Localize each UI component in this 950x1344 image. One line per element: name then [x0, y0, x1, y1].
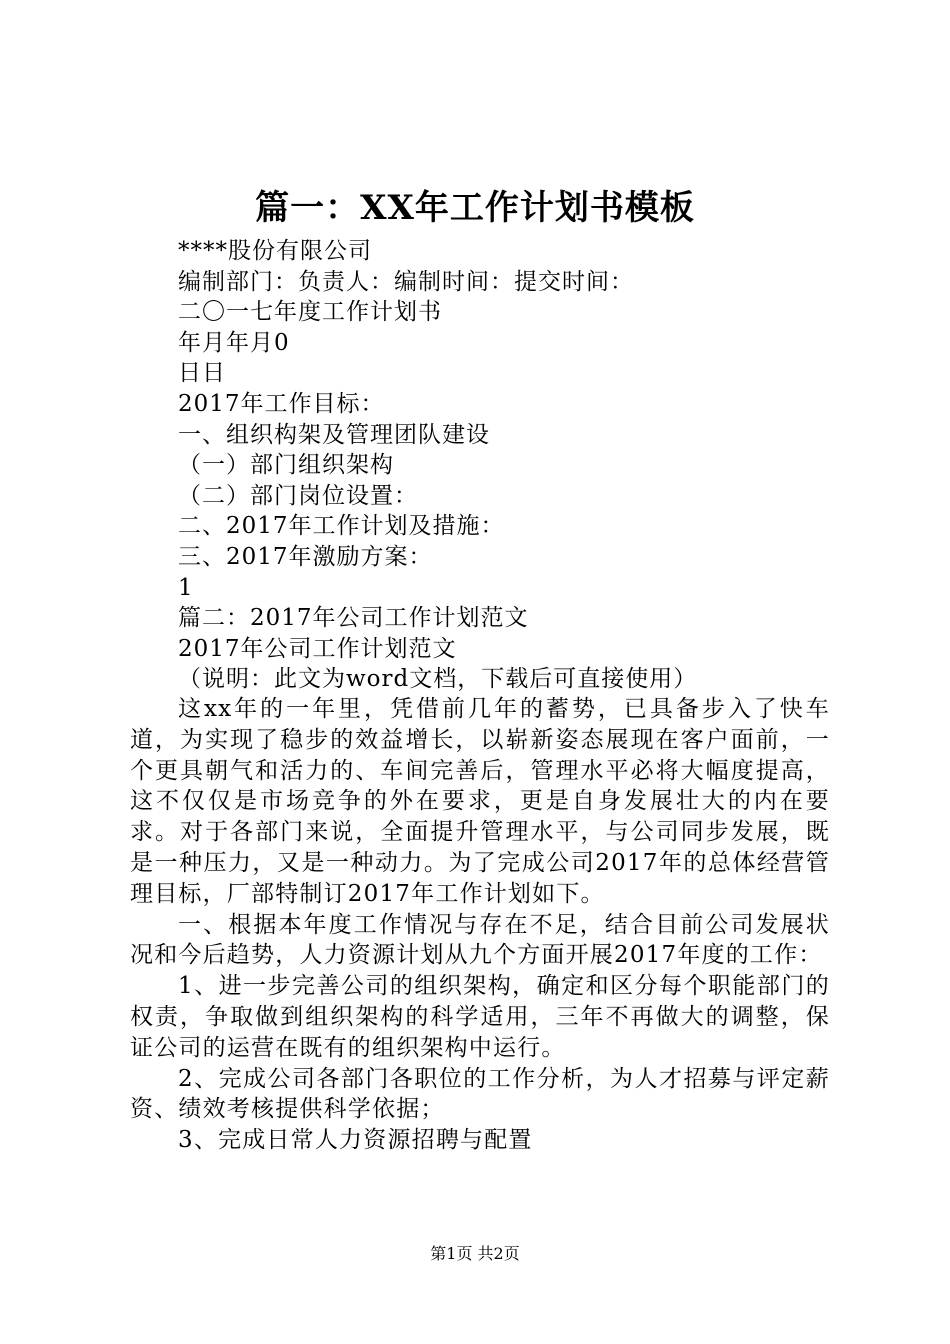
- page-footer: 第1页 共2页: [430, 1244, 520, 1263]
- paragraph: 这xx年的一年里，凭借前几年的蓄势，已具备步入了快车道，为实现了稳步的效益增长，以崭新姿态展现在客户面前，一个更具朝气和活力的、车间完善后，管理水平必将大幅度提高，这不仅仅是市场竞争的外在要求，更是自身发展壮大的内在要求。对于各部门来说，全面提升管理水平，与公司同步发展，既是一种压力，又是一种动力。为了完成公司2017年的总体经营管理目标，厂部特制订2017年工作计划如下。: [130, 696, 830, 907]
- document-title: 篇一：XX年工作计划书模板: [255, 188, 695, 228]
- paragraph: 一、根据本年度工作情况与存在不足，结合目前公司发展状况和今后趋势，人力资源计划从九个方面开展2017年度的工作：: [130, 911, 830, 969]
- text-line: 2017年公司工作计划范文: [178, 635, 457, 662]
- text-line: 篇二：2017年公司工作计划范文: [178, 605, 529, 632]
- text-line: （二）部门岗位设置：: [178, 482, 418, 509]
- text-line: 一、组织构架及管理团队建设: [178, 421, 490, 448]
- text-line: 三、2017年激励方案：: [178, 543, 433, 570]
- text-line: （一）部门组织架构: [178, 452, 394, 479]
- text-line: 二、2017年工作计划及措施：: [178, 513, 505, 540]
- header-lines: [178, 236, 838, 695]
- body-text: [130, 694, 830, 1156]
- text-line: （说明：此文为word文档，下载后可直接使用）: [178, 666, 698, 693]
- text-line: ****股份有限公司: [178, 238, 372, 264]
- text-line: 日日: [178, 360, 226, 387]
- paragraph: 3、完成日常人力资源招聘与配置: [178, 1127, 533, 1154]
- text-line: 2017年工作目标：: [178, 390, 385, 417]
- text-line: 1: [178, 574, 194, 601]
- text-line: 年月年月0: [178, 329, 290, 356]
- text-line: 编制部门：负责人：编制时间：提交时间：: [178, 268, 634, 295]
- paragraph: 1、进一步完善公司的组织架构，确定和区分每个职能部门的权责，争取做到组织架构的科学适用，三年不再做大的调整，保证公司的运营在既有的组织架构中运行。: [130, 973, 830, 1061]
- text-line: 二〇一七年度工作计划书: [178, 299, 442, 326]
- paragraph: 2、完成公司各部门各职位的工作分析，为人才招募与评定薪资、绩效考核提供科学依据；: [130, 1065, 830, 1123]
